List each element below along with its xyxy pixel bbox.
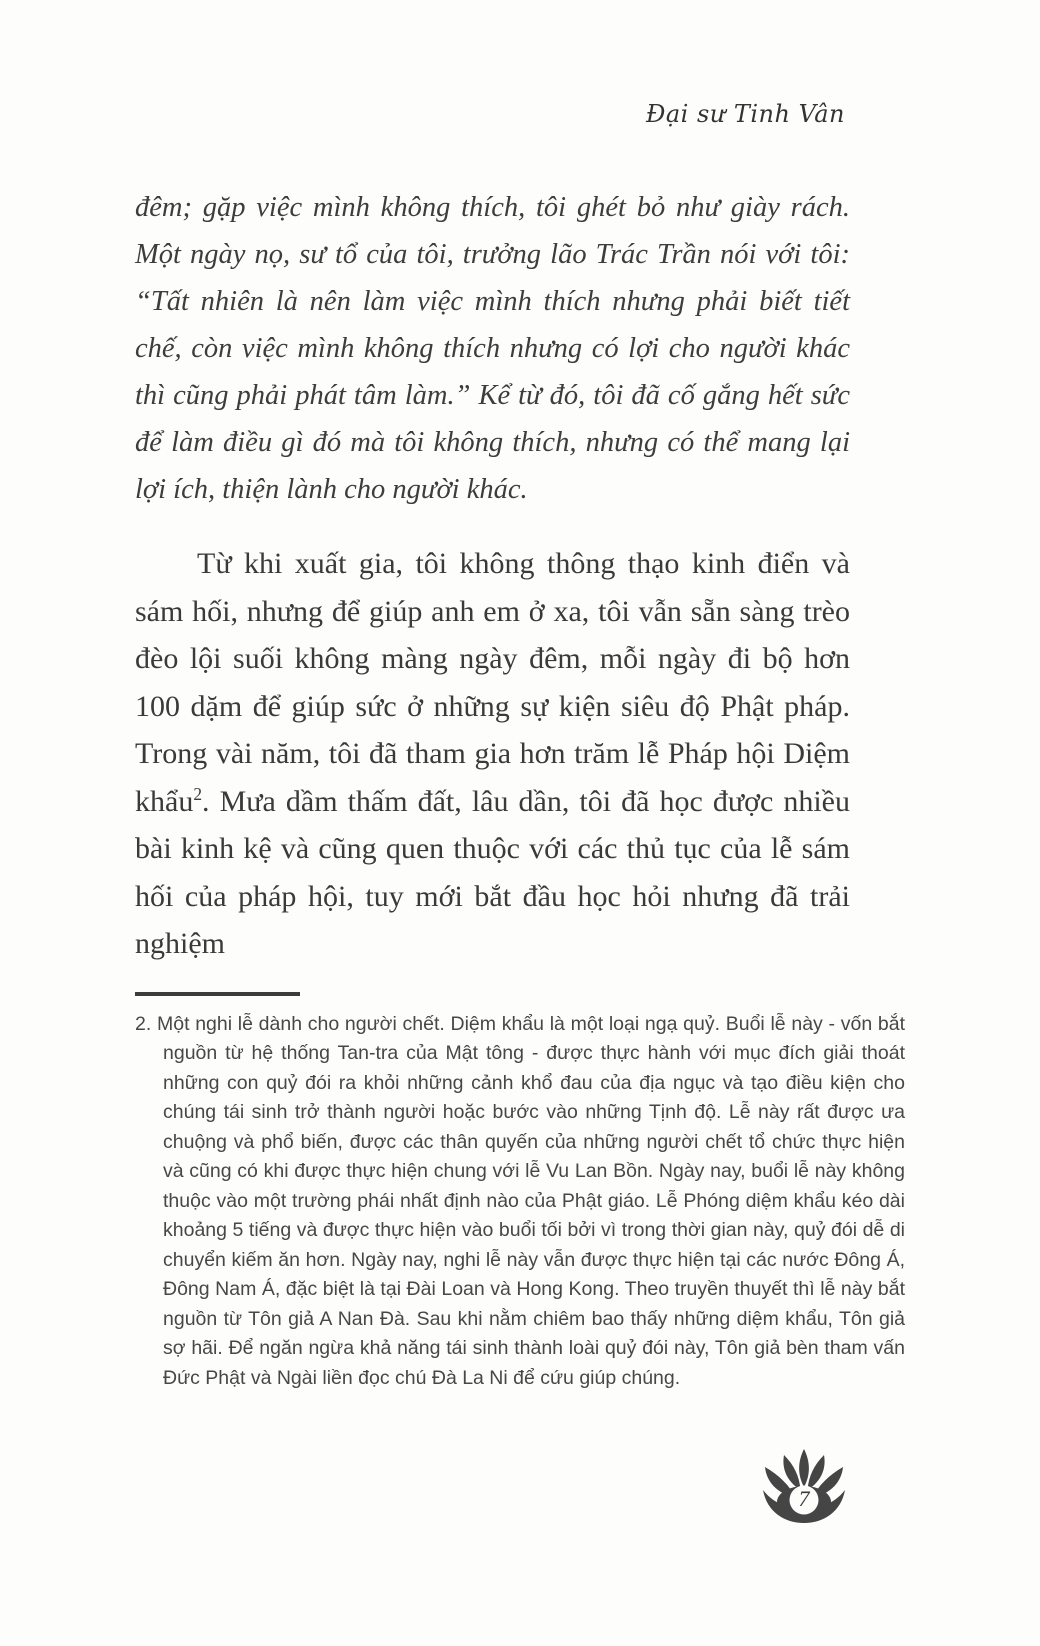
running-title: Đại sư Tinh Vân bbox=[645, 100, 845, 128]
footnote-area bbox=[135, 992, 905, 1394]
paragraph-main bbox=[135, 540, 850, 968]
page-footer bbox=[758, 1448, 850, 1528]
paragraph-main-text-1: Từ khi xuất gia, tôi không thông thạo kinh điển và sám hối, nhưng để giúp anh em ở xa, tôi vẫn sẵn sàng trèo đèo lội suối không màng ngày đêm, mỗi ngày đi bộ hơn 100 dặm để giúp sức ở những sự kiện siêu độ Phật pháp. Trong vài năm, tôi đã tham gia hơn trăm lễ Pháp hội Diệm khẩu bbox=[135, 547, 850, 818]
footnote-separator-rule bbox=[135, 992, 300, 996]
footnote-reference-mark: 2 bbox=[193, 783, 203, 804]
page-number: 7 bbox=[798, 1486, 810, 1511]
running-header bbox=[135, 100, 845, 128]
paragraph-main-text-2: . Mưa dầm thấm đất, lâu dần, tôi đã học được nhiều bài kinh kệ và cũng quen thuộc với các thủ tục của lễ sám hối của pháp hội, tuy mới bắt đầu học hỏi nhưng đã trải nghiệm bbox=[135, 784, 850, 960]
body-text-block bbox=[135, 184, 850, 968]
lotus-page-badge bbox=[758, 1448, 850, 1528]
footnote-text: 2. Một nghi lễ dành cho người chết. Diệm khẩu là một loại ngạ quỷ. Buổi lễ này - vốn bắt nguồn từ hệ thống Tan-tra của Mật tông - được thực hành với mục đích giải thoát những con quỷ đói ra khỏi những cảnh khổ đau của địa ngục và tạo điều kiện cho chúng tái sinh trở thành người hoặc bước vào những Tịnh độ. Lễ này rất được ưa chuộng và phổ biến, được các thân quyến của những người chết tổ chức thực hiện và cũng có khi được thực hiện chung với lễ Vu Lan Bồn. Ngày nay, buổi lễ này không thuộc vào một trường phái nhất định nào của Phật giáo. Lễ Phóng diệm khẩu kéo dài khoảng 5 tiếng và được thực hiện vào buổi tối bởi vì trong thời gian này, quỷ đói dễ di chuyển kiếm ăn hơn. Ngày nay, nghi lễ này vẫn được thực hiện tại các nước Đông Á, Đông Nam Á, đặc biệt là tại Đài Loan và Hong Kong. Theo truyền thuyết thì lễ này bắt nguồn từ Tôn giả A Nan Đà. Sau khi nằm chiêm bao thấy những diệm khẩu, Tôn giả sợ hãi. Để ngăn ngừa khả năng tái sinh thành loài quỷ đói này, Tôn giả bèn tham vấn Đức Phật và Ngài liền đọc chú Đà La Ni để cứu giúp chúng. bbox=[135, 1012, 905, 1389]
paragraph-quote-continuation: đêm; gặp việc mình không thích, tôi ghét bỏ như giày rách. Một ngày nọ, sư tổ của tôi, trưởng lão Trác Trần nói với tôi: “Tất nhiên là nên làm việc mình thích nhưng phải biết tiết chế, còn việc mình không thích nhưng có lợi cho người khác thì cũng phải phát tâm làm.” Kể từ đó, tôi đã cố gắng hết sức để làm điều gì đó mà tôi không thích, nhưng có thể mang lại lợi ích, thiện lành cho người khác. bbox=[135, 192, 850, 505]
